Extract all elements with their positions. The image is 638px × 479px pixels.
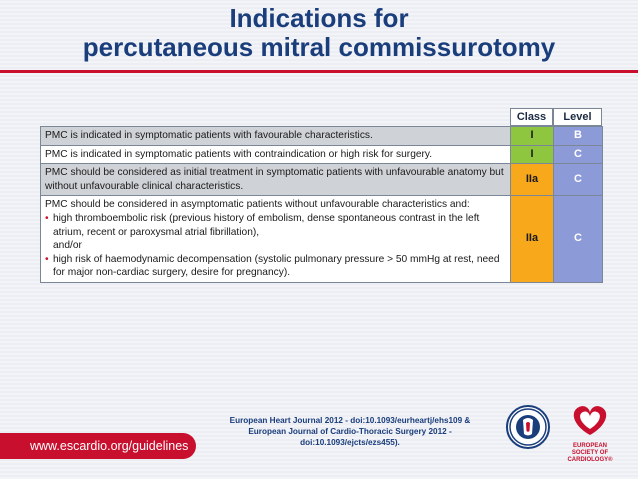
header-class: Class: [510, 108, 553, 126]
row-text: PMC is indicated in symptomatic patients with contraindication or high risk for surgery.: [41, 145, 511, 164]
recommendations-table: [40, 108, 602, 283]
reference-line: doi:10.1093/ejcts/ezs455).: [300, 438, 400, 447]
row-text: PMC should be considered as initial treatment in symptomatic patients with unfavourable anatomy but without unfavourable clinical characteristics.: [41, 164, 511, 196]
page-title: [0, 4, 638, 62]
svg-text:SOCIETY OF: SOCIETY OF: [571, 450, 609, 456]
class-cell: IIa: [511, 164, 554, 196]
table-row: [41, 127, 603, 146]
reference-line: European Journal of Cardio-Thoracic Surgery 2012 -: [248, 427, 452, 436]
bullet-item: [45, 253, 506, 280]
table-row: [41, 145, 603, 164]
title-divider: [0, 70, 638, 73]
level-cell: B: [554, 127, 603, 146]
bullet-dot-icon: •: [45, 212, 49, 224]
svg-text:EUROPEAN: EUROPEAN: [572, 443, 608, 449]
esc-logo: [566, 401, 614, 471]
bullet-text: high risk of haemodynamic decompensation (systolic pulmonary pressure > 50 mmHg at rest, need for major non-cardiac surgery, desire for pregnancy).: [53, 253, 500, 279]
row-text: PMC is indicated in symptomatic patients with favourable characteristics.: [41, 127, 511, 146]
row-intro: PMC should be considered in asymptomatic patients without unfavourable characteristics and:: [45, 199, 470, 211]
level-cell: C: [554, 145, 603, 164]
header-level: Level: [553, 108, 602, 126]
svg-text:CARDIOLOGY®: CARDIOLOGY®: [567, 457, 613, 463]
references: [200, 415, 500, 448]
table-header: [40, 108, 602, 126]
level-cell: C: [554, 196, 603, 283]
class-cell: I: [511, 127, 554, 146]
andor-text: and/or: [53, 240, 82, 252]
table-row: [41, 196, 603, 283]
class-cell: IIa: [511, 196, 554, 283]
title-line-1: Indications for: [229, 3, 409, 33]
reference-line: European Heart Journal 2012 - doi:10.1093/eurheartj/ehs109 &: [229, 416, 471, 425]
class-cell: I: [511, 145, 554, 164]
bullet-dot-icon: •: [45, 253, 49, 265]
table-row: [41, 164, 603, 196]
row-text: [41, 196, 511, 283]
bullet-item: [45, 212, 506, 239]
eacts-logo: [506, 405, 550, 449]
title-line-2: percutaneous mitral commissurotomy: [82, 32, 556, 62]
bullet-text: high thromboembolic risk (previous history of embolism, dense spontaneous contrast in the left atrium, recent or paroxysmal atrial fibrillation),: [53, 212, 480, 238]
guidelines-link[interactable]: www.escardio.org/guidelines: [0, 433, 196, 459]
level-cell: C: [554, 164, 603, 196]
